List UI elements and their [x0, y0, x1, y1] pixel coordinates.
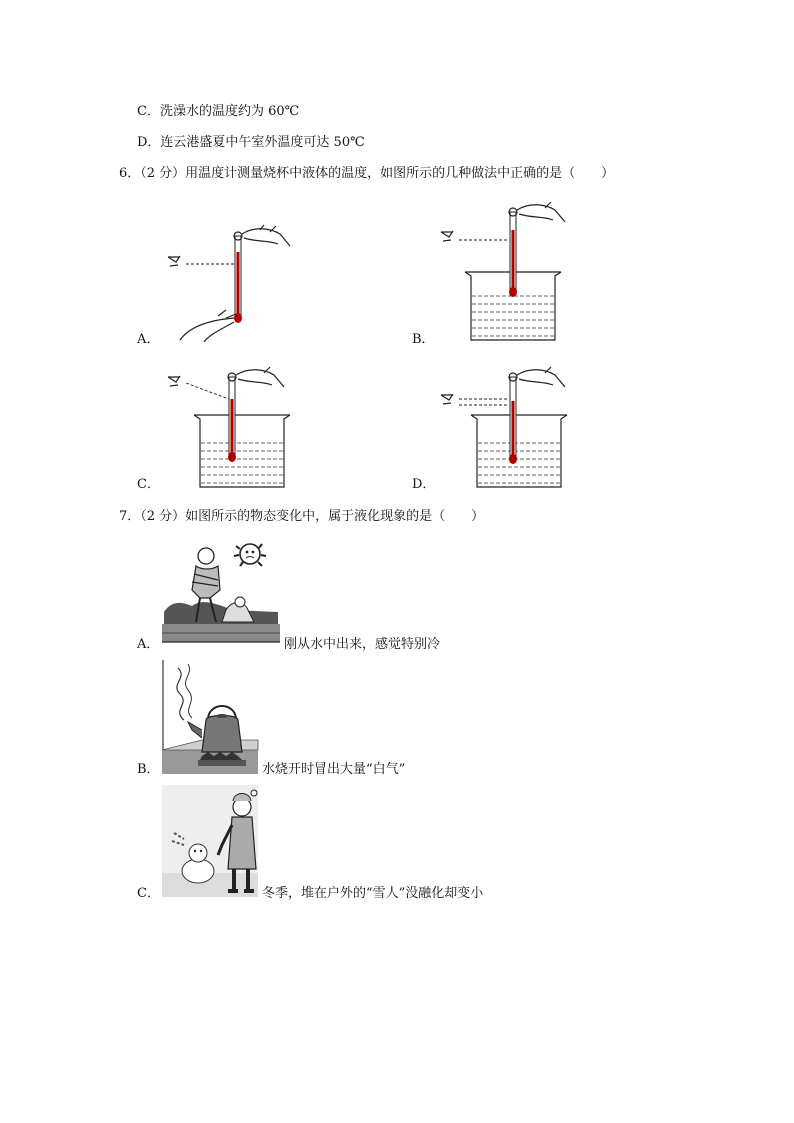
q7-caption-b: 水烧开时冒出大量“白气” [262, 762, 406, 777]
q7-stem: 7．（2 分）如图所示的物态变化中，属于液化现象的是（ ） [119, 509, 485, 524]
q6-label-a: A． [137, 332, 160, 347]
q7-label-c: C． [137, 886, 160, 901]
q7-picture-c [162, 785, 262, 900]
eye-icon [168, 376, 180, 386]
hand-icon [180, 310, 236, 342]
hand-icon [236, 367, 284, 387]
q7-label-a: A． [137, 637, 160, 652]
hand-icon [242, 225, 290, 246]
q7-picture-b [162, 660, 262, 775]
q6-figure-a [160, 222, 300, 347]
hand-icon [517, 202, 565, 222]
q6-label-c: C． [137, 477, 160, 492]
q7-caption-c: 冬季，堆在户外的“雪人”没融化却变小 [262, 886, 484, 901]
hand-icon [517, 367, 565, 387]
q7-picture-a [162, 540, 282, 650]
q6-label-d: D． [412, 477, 436, 492]
q5-option-c: C．洗澡水的温度约为 60℃ [137, 104, 300, 119]
eye-icon [441, 394, 453, 404]
q7-caption-a: 刚从水中出来，感觉特别冷 [284, 637, 441, 652]
q7-label-b: B． [137, 762, 160, 777]
q6-figure-d [435, 365, 575, 490]
q5-option-d: D．连云港盛夏中午室外温度可达 50℃ [137, 135, 365, 150]
eye-icon [441, 231, 453, 241]
q6-figure-c [160, 365, 300, 490]
q6-label-b: B． [412, 332, 435, 347]
q6-stem: 6．（2 分）用温度计测量烧杯中液体的温度，如图所示的几种做法中正确的是（ ） [119, 166, 615, 181]
q6-figure-b [435, 200, 575, 345]
eye-icon [168, 256, 180, 266]
